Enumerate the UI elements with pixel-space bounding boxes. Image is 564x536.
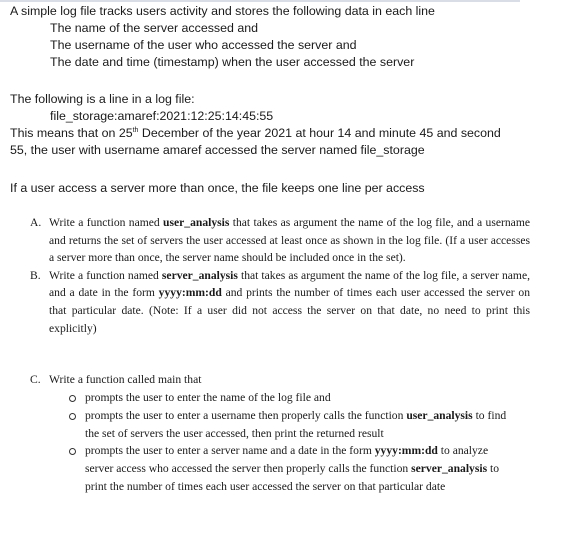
example-meaning-cont: 55, the user with username amaref accessed the server named file_storage	[10, 143, 425, 157]
sub-item-1: prompts the user to enter the name of the log file and	[67, 389, 507, 408]
hollow-bullet-icon	[69, 413, 76, 420]
hollow-bullet-icon	[69, 395, 76, 402]
task-b	[30, 267, 530, 337]
intro-line: A simple log file tracks users activity and stores the following data in each line	[10, 4, 435, 18]
example-section	[10, 91, 501, 159]
rule-text: If a user access a server more than once, the file keeps one line per access	[10, 181, 425, 195]
task-list	[30, 214, 530, 337]
fn-server-analysis: server_analysis	[161, 268, 238, 282]
date-format: yyyy:mm:dd	[158, 286, 222, 300]
hollow-bullet-icon	[69, 448, 76, 455]
task-c-label: C.	[30, 373, 41, 386]
field-timestamp: The date and time (timestamp) when the user accessed the server	[50, 55, 415, 69]
fn-user-analysis: user_analysis	[163, 216, 230, 229]
task-c-subitems	[67, 389, 507, 496]
field-server-name: The name of the server accessed and	[50, 21, 259, 35]
example-meaning: This means that on 25th December of the year 2021 at hour 14 and minute 45 and second	[10, 126, 501, 140]
task-a-text: Write a function named user_analysis that takes as argument the name of the log file, and a username and returns the set of servers the user accessed at least once as shown in the log file. (If a user accesses a server more than once, the server name should be included once in the set).	[49, 216, 530, 265]
sub-item-3: prompts the user to enter a server name and a date in the form yyyy:mm:dd to analyze server access who accessed the server then properly calls the function server_analysis to print the number of times each user accessed the server on that particular date	[67, 442, 507, 495]
task-a	[30, 214, 530, 267]
example-heading: The following is a line in a log file:	[10, 92, 195, 106]
task-b-text: Write a function named server_analysis that takes as argument the name of the log file, a server name, and a date in the form yyyy:mm:dd and prints the number of times each user accessed the server on that particular date. (Note: If a user did not access the server on that date, no need to print this explicitly)	[49, 268, 530, 335]
field-username: The username of the user who accessed the server and	[50, 38, 357, 52]
sub-item-2: prompts the user to enter a username then properly calls the function user_analysis to find the set of servers the user accessed, then print the returned result	[67, 407, 507, 442]
top-divider	[0, 0, 520, 2]
task-b-label: B.	[30, 268, 41, 282]
task-c-text: Write a function called main that	[49, 373, 202, 386]
task-c	[30, 371, 530, 495]
task-a-label: A.	[30, 216, 42, 229]
intro-section	[10, 3, 435, 71]
example-log-line: file_storage:amaref:2021:12:25:14:45:55	[50, 109, 274, 123]
